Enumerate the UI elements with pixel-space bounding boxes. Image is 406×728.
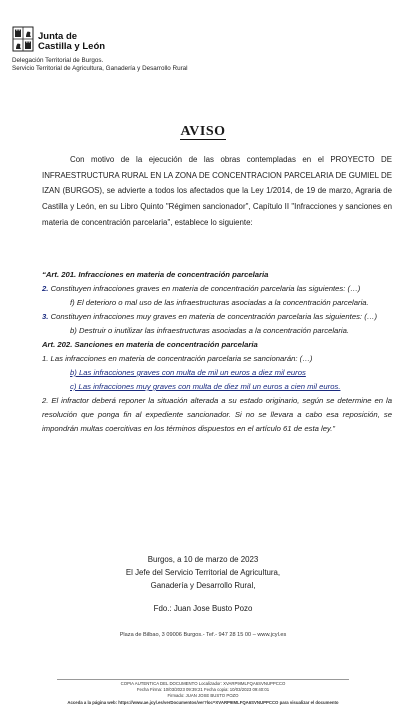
art202-paragraph-2: 2. El infractor deberá reponer la situación alterada a su estado originario, según se determine en la resolución que ponga fin al expediente sancionador. Si no se llevara a cabo esa reposición, se impondrán multas coercitivas en los términos dispuestos en el artículo 61 de esta ley.” [42, 396, 392, 433]
art202-item-b: b) Las infracciones graves con multa de mil un euros a diez mil euros [70, 368, 306, 377]
office-address: Plaza de Bilbao, 3 09006 Burgos.- Tef.- 947 28 15 00 – www.jcyl.es [119, 632, 287, 638]
footer-dates-line: Fecha Firma: 10/03/2023 09:39:21 Fecha copia: 10/03/2023 09:40:01 [136, 687, 270, 693]
letterhead [12, 26, 392, 72]
legal-quote [42, 268, 392, 436]
notice-title [0, 124, 406, 140]
p2-text: Constituyen infracciones graves en materia de concentración parcelaria las siguientes: (…) [50, 284, 361, 293]
art202-title: Art. 202. Sanciones en materia de concentración parcelaria [42, 340, 258, 349]
authenticity-footer [0, 679, 406, 706]
signer-role-line2: Ganadería y Desarrollo Rural, [150, 581, 256, 590]
org-name-line2: Castilla y León [38, 41, 106, 52]
footer-verify-link[interactable]: Acceda a la página web: https://www.ae.jcyl.es/verDocumentos/ver?loc=XVARP9IMLFQA6SVNUPPCCO para visualizar el documento [67, 699, 339, 705]
service-line: Servicio Territorial de Agricultura, Ganadería y Desarrollo Rural [12, 64, 188, 72]
p3-number: 3. [42, 312, 49, 321]
delegation-line: Delegación Territorial de Burgos. [12, 57, 104, 64]
art201-item-f: f) El deterioro o mal uso de las infraestructuras asociadas a la concentración parcelaria. [70, 298, 369, 307]
intro-paragraph [42, 152, 392, 231]
organization-name [38, 32, 105, 52]
p2-number: 2. [42, 284, 49, 293]
footer-signed-line: Firmado: JUAN JOSE BUSTO POZO [167, 693, 239, 699]
art201-item-b: b) Destruir o inutilizar las infraestructuras asociadas a la concentración parcelaria. [70, 326, 350, 335]
intro-text: Con motivo de la ejecución de las obras contempladas en el PROYECTO DE INFRAESTRUCTURA RURAL EN LA ZONA DE CONCENTRACION PARCELARIA DE GUMIEL DE IZAN (BURGOS), se advierte a todos los afectados que la Ley 1/2014, de 19 de marzo, Agraria de Castilla y León, en su Libro Quinto "Régimen sancionador", Capítulo II "Infracciones y sanciones en materia de concentración parcelaria", establece lo siguiente: [42, 155, 392, 227]
logo [12, 26, 392, 52]
notice-title-text: AVISO [180, 124, 226, 139]
signature-line: Fdo.: Juan Jose Busto Pozo [153, 604, 253, 613]
footer-divider [57, 679, 349, 680]
castle-lion-seal-icon [12, 26, 34, 52]
art201-paragraph-3 [42, 310, 392, 324]
art202-paragraph-1: 1. Las infracciones en materia de concentración parcelaria se sancionarán: (…) [42, 354, 313, 363]
art201-title: “Art. 201. Infracciones en materia de concentración parcelaria [42, 270, 269, 279]
art202-item-c: c) Las infracciones muy graves con multa de diez mil un euros a cien mil euros. [70, 382, 341, 391]
signer-role-line1: El Jefe del Servicio Territorial de Agricultura, [125, 568, 281, 577]
art201-paragraph-2 [42, 282, 392, 296]
closing-block [0, 553, 406, 592]
place-date: Burgos, a 10 de marzo de 2023 [147, 555, 259, 564]
footer-copy-line: COPIA AUTENTICA DEL DOCUMENTO Localizador: XVARP9IMLFQA6SVNUPPCCO [120, 681, 286, 686]
org-name-line1: Junta de [38, 31, 78, 42]
p3-text: Constituyen infracciones muy graves en materia de concentración parcelaria las siguientes: (…) [50, 312, 378, 321]
